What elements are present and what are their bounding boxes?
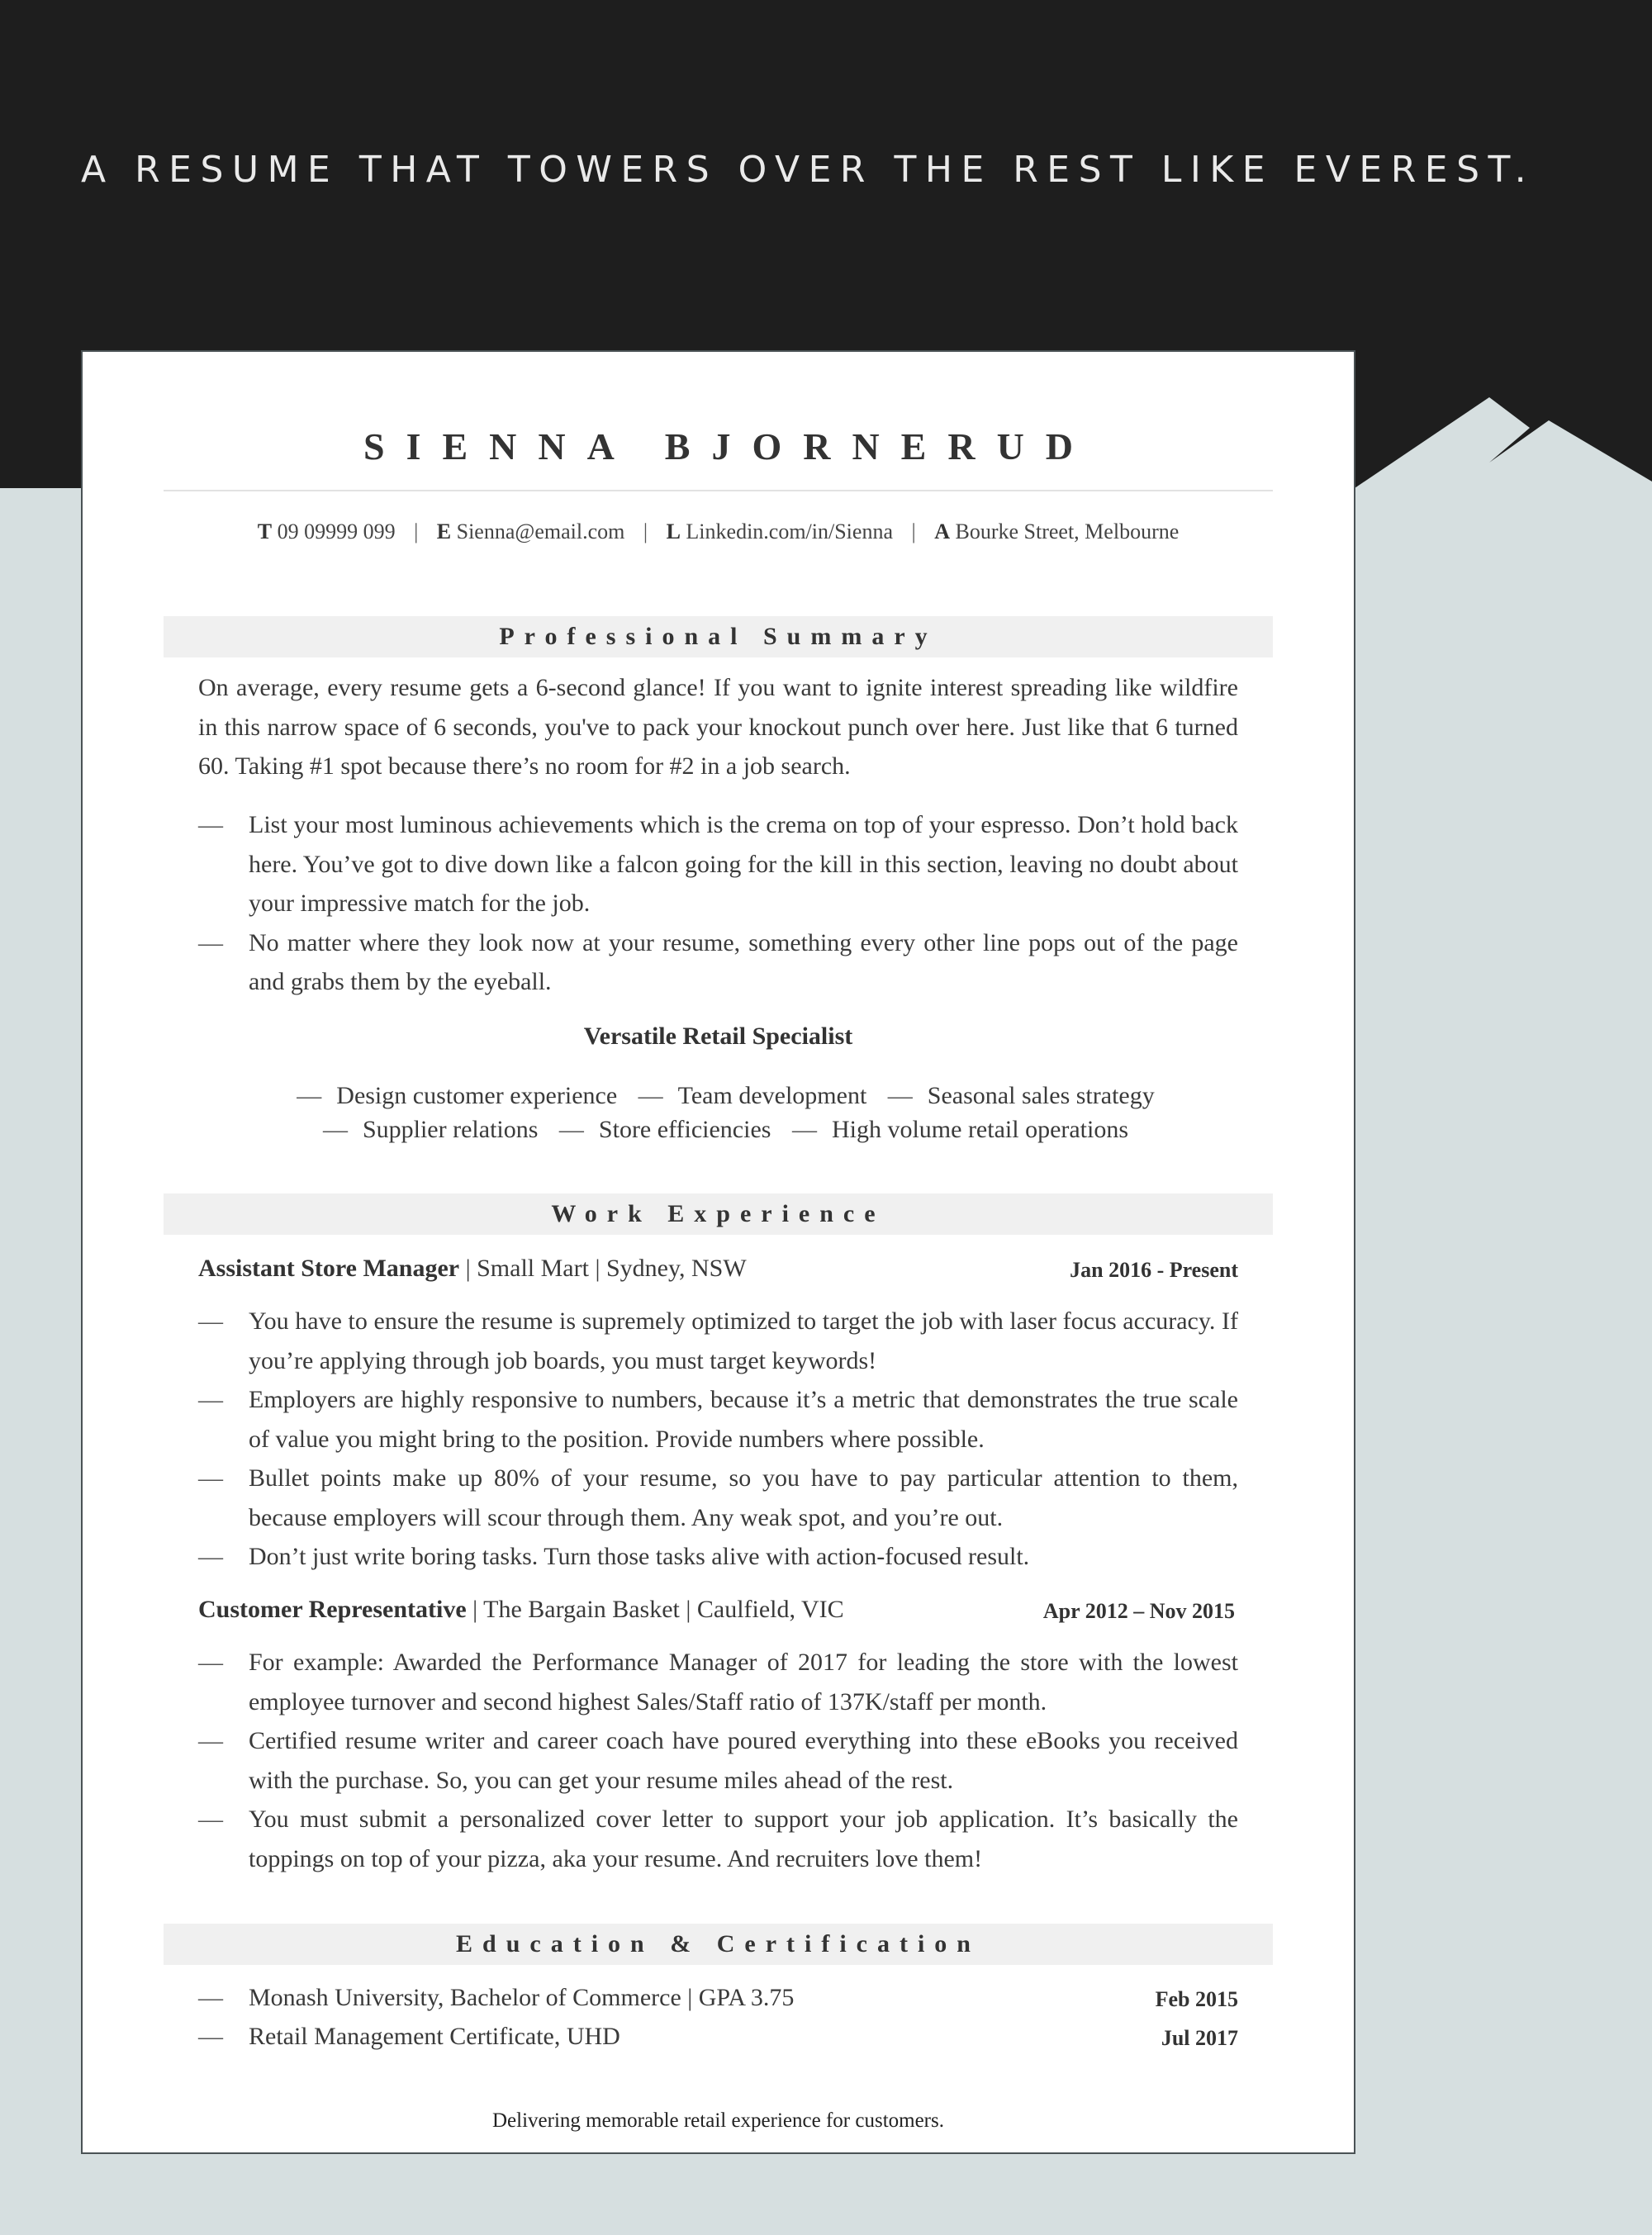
skill-item: Supplier relations [362,1116,539,1143]
list-item: — No matter where they look now at your resume, something every other line pops out of the page and grabs them by the eyeball. [198,928,1238,995]
list-item: — Certified resume writer and career coach have poured everything into these eBooks you received with the purchase. So, you can get your resume miles ahead of the rest. [198,1727,1238,1794]
section-heading-summary: Professional Summary [164,616,1273,657]
job-dates: Jan 2016 - Present [1070,1258,1238,1282]
education-date: Jul 2017 [1161,2026,1238,2050]
job-role: Assistant Store Manager [198,1255,460,1282]
list-item: — You must submit a personalized cover letter to support your job application. It’s basically the toppings on top of your pizza, aka your resume. And recruiters love them! [198,1806,1238,1872]
footer-tagline: Delivering memorable retail experience for customers. [492,2109,944,2132]
skills-row-2: — Supplier relations — Store efficiencies — High volume retail operations [322,1116,1129,1143]
job-header: Assistant Store Manager | Small Mart | Sydney, NSW Jan 2016 - Present [198,1255,1238,1282]
education-item: — Monash University, Bachelor of Commerce | GPA 3.75 Feb 2015 [198,1984,1238,2011]
job-role: Customer Representative [198,1596,467,1623]
list-item: — Employers are highly responsive to numbers, because it’s a metric that demonstrates the true scale of value you might bring to the position. Provide numbers where possible. [198,1386,1238,1453]
summary-bullets [198,805,1238,1002]
education-item: — Retail Management Certificate, UHD Jul 2017 [198,2023,1238,2050]
job-bullets [198,1302,1238,1577]
section-heading-experience: Work Experience [164,1193,1273,1235]
skill-item: Seasonal sales strategy [927,1082,1155,1109]
banner-headline: A RESUME THAT TOWERS OVER THE REST LIKE EVEREST. [81,149,1536,191]
skill-item: Design customer experience [336,1082,618,1109]
contact-separator: | [643,520,648,543]
contact-address: A Bourke Street, Melbourne [934,520,1180,543]
list-item: — List your most luminous achievements which is the crema on top of your espresso. Don’t hold back here. You’ve got to dive down like a falcon going for the kill in this section, leaving no doubt about your impressive match for the job. [198,811,1238,917]
job-location: Caulfield, VIC [696,1596,844,1623]
skill-item: High volume retail operations [831,1116,1129,1143]
contact-linkedin: L Linkedin.com/in/Sienna [666,520,893,543]
contact-separator: | [414,520,419,543]
job-company: The Bargain Basket [483,1596,680,1623]
name-divider [164,490,1273,491]
contact-email: E Sienna@email.com [436,520,625,543]
job-dates: Apr 2012 – Nov 2015 [1042,1599,1235,1623]
specialty-title: Versatile Retail Specialist [583,1023,853,1050]
education-text: Monash University, Bachelor of Commerce | GPA 3.75 [249,1984,795,2011]
resume-page [81,350,1355,2154]
skill-item: Store efficiencies [598,1116,771,1143]
contact-line [83,520,1354,544]
education-date: Feb 2015 [1155,1987,1238,2011]
contact-phone: T 09 09999 099 [257,520,396,543]
section-heading-education: Education & Certification [164,1924,1273,1965]
skills-row-1: — Design customer experience — Team development — Seasonal sales strategy [297,1082,1155,1109]
job-bullets [198,1643,1238,1878]
list-item: — For example: Awarded the Performance Manager of 2017 for leading the store with the lowest employee turnover and second highest Sales/Staff ratio of 137K/staff per month. [198,1649,1238,1715]
list-item: — Don’t just write boring tasks. Turn those tasks alive with action-focused result. [198,1543,1030,1570]
candidate-name: SIENNA BJORNERUD [363,425,1095,467]
skill-item: Team development [677,1082,867,1109]
job-company: Small Mart [477,1255,589,1282]
list-item: — Bullet points make up 80% of your resume, so you have to pay particular attention to them, because employers will scour through them. Any weak spot, and you’re out. [198,1464,1238,1531]
job-header: Customer Representative | The Bargain Basket | Caulfield, VIC Apr 2012 – Nov 2015 [198,1596,1235,1623]
list-item: — You have to ensure the resume is supremely optimized to target the job with laser focus accuracy. If you’re applying through job boards, you must target keywords! [198,1307,1238,1374]
contact-separator: | [911,520,916,543]
job-location: Sydney, NSW [605,1255,747,1282]
education-text: Retail Management Certificate, UHD [249,2023,620,2050]
summary-paragraph: On average, every resume gets a 6-second glance! If you want to ignite interest spreading like wildfire in this narrow space of 6 seconds, you've to pack your knockout punch over here. Just like that 6 turned 60. Taking #1 spot because there’s no room for #2 in a job search. [198,674,1238,780]
